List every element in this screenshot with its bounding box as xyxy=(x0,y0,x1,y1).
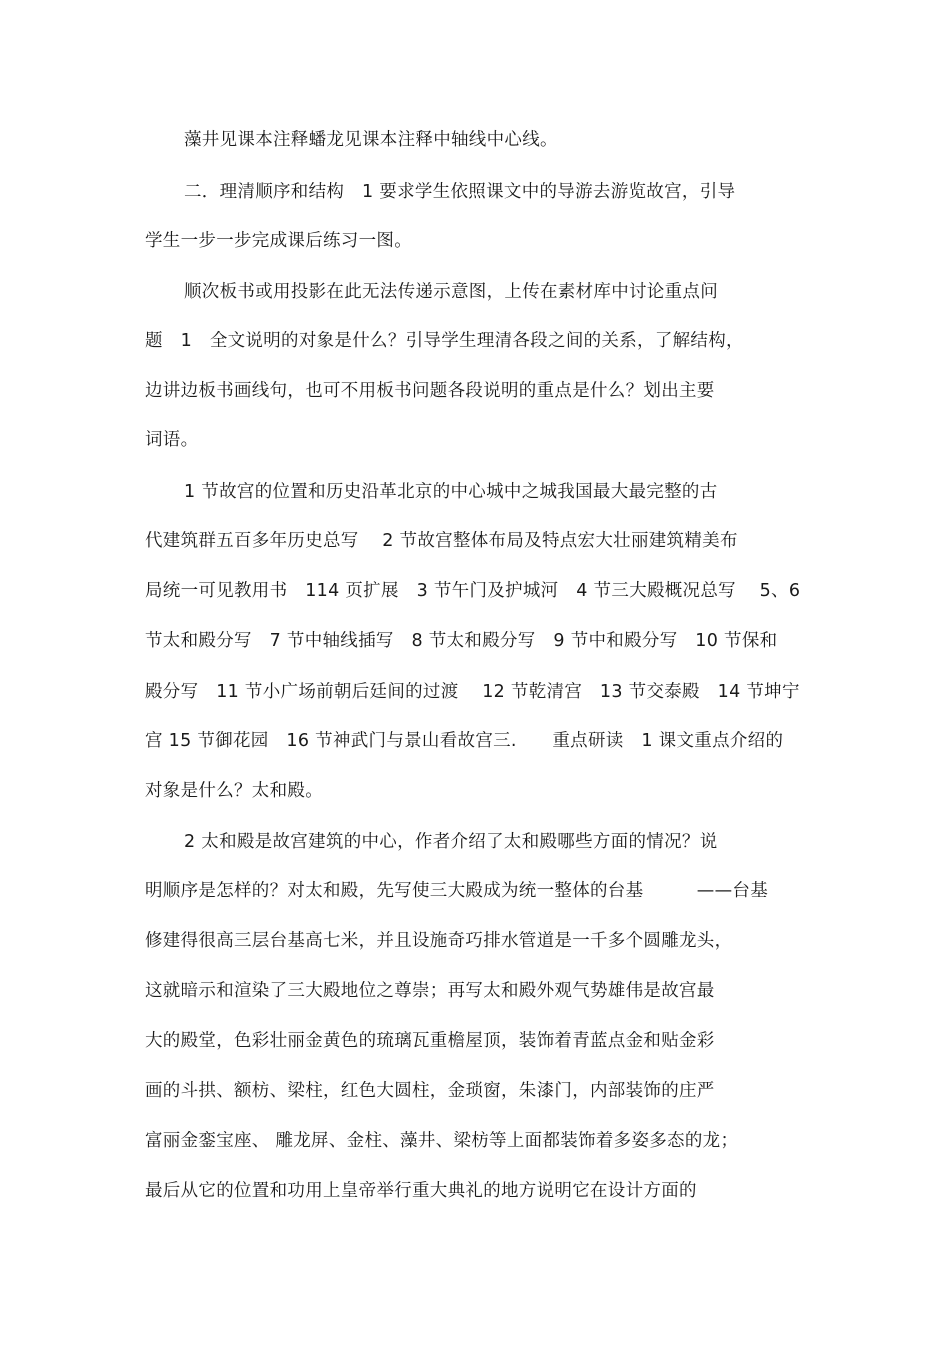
text-line: 代建筑群五百多年历史总写 2 节故宫整体布局及特点宏大壮丽建筑精美布 xyxy=(145,531,738,551)
text-line: 词语。 xyxy=(145,430,199,450)
text-line: 节太和殿分写 7 节中轴线插写 8 节太和殿分写 9 节中和殿分写 10 节保和 xyxy=(145,631,778,651)
text-line: 学生一步一步完成课后练习一图。 xyxy=(145,231,412,251)
text-line: 画的斗拱、额枋、梁柱，红色大圆柱，金琐窗，朱漆门，内部装饰的庄严 xyxy=(145,1081,715,1101)
text-line: 修建得很高三层台基高七米，并且设施奇巧排水管道是一千多个圆雕龙头， xyxy=(145,931,733,951)
text-line: 对象是什么？太和殿。 xyxy=(145,781,323,801)
text-line: 顺次板书或用投影在此无法传递示意图，上传在素材库中讨论重点问 xyxy=(184,282,718,302)
text-line: 局统一可见教用书 114 页扩展 3 节午门及护城河 4 节三大殿概况总写 5、6 xyxy=(145,581,801,601)
text-line: 殿分写 11 节小广场前朝后廷间的过渡 12 节乾清宫 13 节交泰殿 14 节坤宁 xyxy=(145,682,800,702)
text-line: 大的殿堂，色彩壮丽金黄色的琉璃瓦重檐屋顶，装饰着青蓝点金和贴金彩 xyxy=(145,1031,715,1051)
text-line: 藻井见课本注释蟠龙见课本注释中轴线中心线。 xyxy=(184,130,558,150)
text-line: 这就暗示和渲染了三大殿地位之尊崇；再写太和殿外观气势雄伟是故宫最 xyxy=(145,981,715,1001)
text-line: 2 太和殿是故宫建筑的中心，作者介绍了太和殿哪些方面的情况？说 xyxy=(184,832,718,852)
text-line: 二．理清顺序和结构 1 要求学生依照课文中的导游去游览故宫，引导 xyxy=(184,182,736,202)
text-line: 最后从它的位置和功用上皇帝举行重大典礼的地方说明它在设计方面的 xyxy=(145,1181,697,1201)
text-line: 题 1 全文说明的对象是什么？引导学生理清各段之间的关系，了解结构， xyxy=(145,331,744,351)
text-line: 富丽金銮宝座、 雕龙屏、金柱、藻井、梁枋等上面都装饰着多姿多态的龙； xyxy=(145,1131,739,1151)
text-line: 明顺序是怎样的？对太和殿，先写使三大殿成为统一整体的台基 ——台基 xyxy=(145,881,768,901)
text-line: 宫 15 节御花园 16 节神武门与景山看故宫三. 重点研读 1 课文重点介绍的 xyxy=(145,731,784,751)
text-line: 1 节故宫的位置和历史沿革北京的中心城中之城我国最大最完整的古 xyxy=(184,482,718,502)
text-line: 边讲边板书画线句，也可不用板书问题各段说明的重点是什么？划出主要 xyxy=(145,381,715,401)
